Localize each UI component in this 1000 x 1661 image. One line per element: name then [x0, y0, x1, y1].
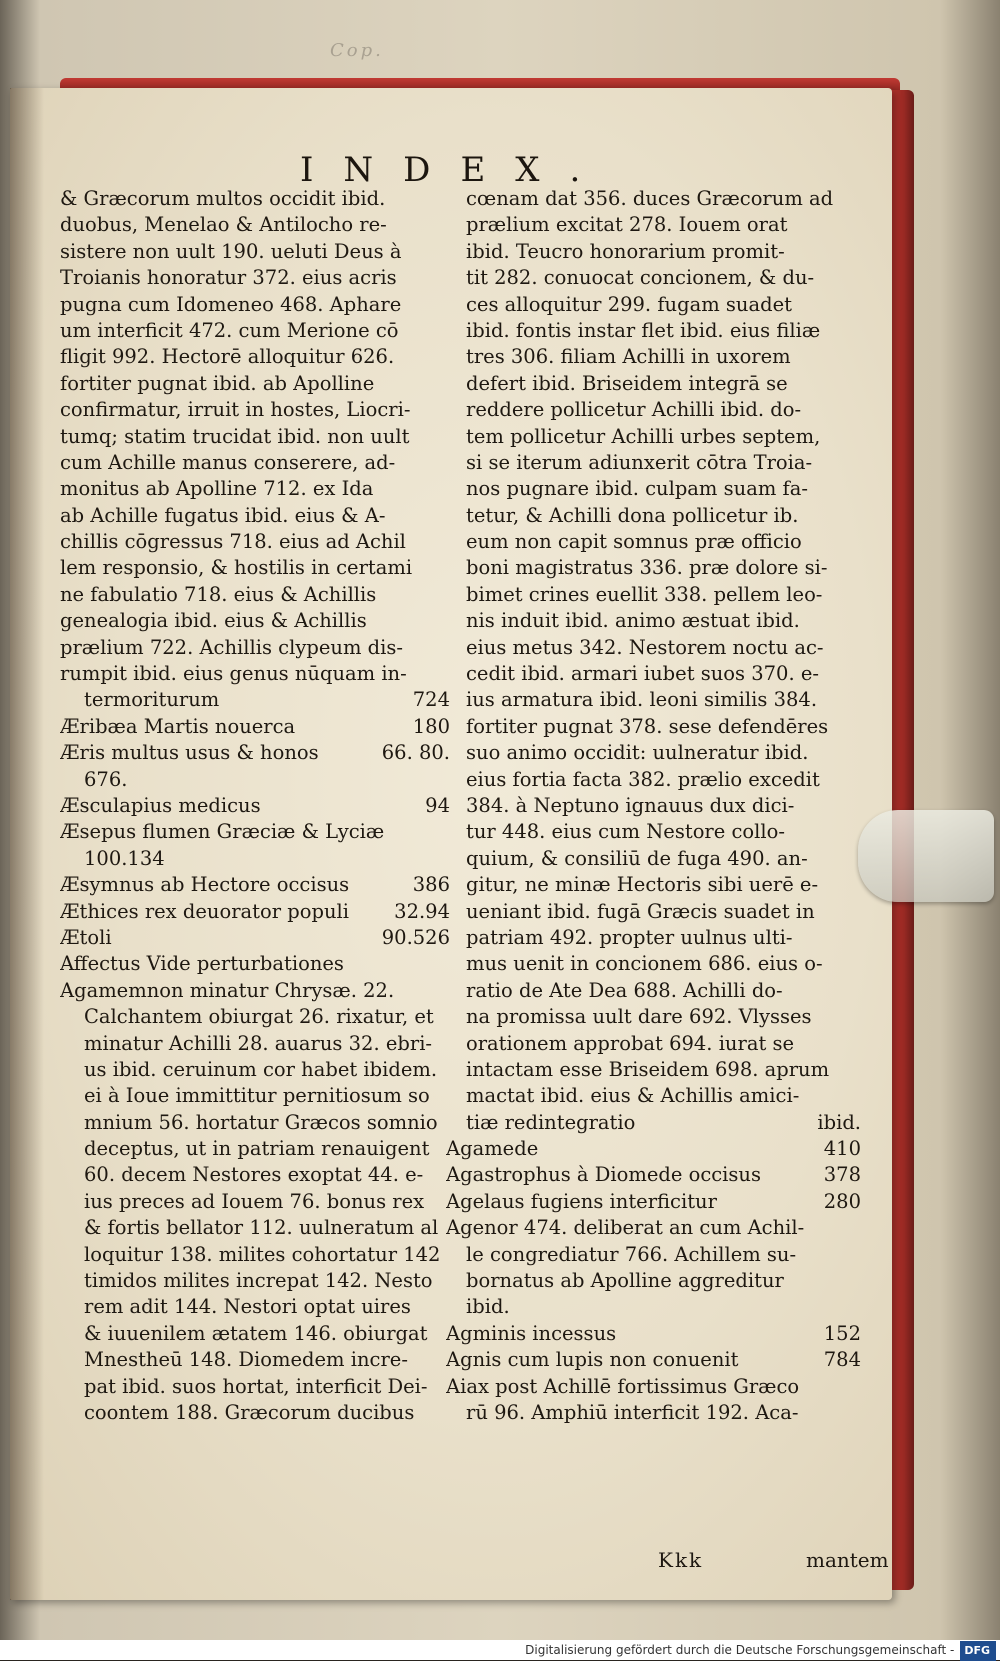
- index-line: [446, 1374, 861, 1400]
- index-line: [466, 397, 861, 423]
- index-line: [446, 1215, 861, 1241]
- index-line-text: coontem 188. Græcorum ducibus: [84, 1400, 415, 1424]
- index-line-text: Affectus Vide perturbationes: [60, 952, 344, 976]
- index-line: [466, 1031, 861, 1057]
- index-line-text: le congrediatur 766. Achillem su-: [466, 1242, 797, 1266]
- index-line: [446, 1321, 861, 1347]
- index-line: [60, 978, 450, 1004]
- index-line-text: mnium 56. hortatur Græcos somnio: [84, 1110, 438, 1134]
- signature-mark: Kkk: [658, 1548, 704, 1572]
- index-line: [466, 767, 861, 793]
- index-line-text: Agminis incessus: [446, 1321, 617, 1345]
- index-line: [60, 344, 450, 370]
- index-line: [466, 582, 861, 608]
- index-line-text: 676.: [84, 767, 128, 791]
- index-line: [60, 1215, 450, 1241]
- index-line-text: 384. à Neptuno ignauus dux dici-: [466, 793, 795, 817]
- index-page-ref: 724: [412, 688, 450, 712]
- index-line: [60, 1110, 450, 1136]
- index-line-text: rem adit 144. Nestori optat uires: [84, 1295, 411, 1319]
- index-line-text: si se iterum adiunxerit cōtra Troia-: [466, 450, 813, 474]
- index-line: [466, 1242, 861, 1268]
- index-page-ref: 378: [823, 1163, 861, 1187]
- index-page-ref: 152: [823, 1321, 861, 1345]
- index-line: [60, 476, 450, 502]
- index-line: [60, 740, 450, 766]
- index-line-text: Agamede: [446, 1137, 539, 1161]
- index-line: [60, 1083, 450, 1109]
- index-line: [466, 608, 861, 634]
- index-line: [60, 1294, 450, 1320]
- index-line-text: tem pollicetur Achilli urbes septem,: [466, 424, 821, 448]
- index-line-text: um interficit 472. cum Merione cō: [60, 318, 399, 342]
- index-line: [60, 555, 450, 581]
- index-line: [60, 1400, 450, 1426]
- index-line: [60, 1057, 450, 1083]
- index-line: [466, 212, 861, 238]
- index-line-text: loquitur 138. milites cohortatur 142: [84, 1242, 441, 1266]
- index-line-text: timidos milites increpat 142. Nesto: [84, 1269, 433, 1293]
- index-line-text: chillis cōgressus 718. eius ad Achil: [60, 530, 406, 554]
- index-line: [466, 951, 861, 977]
- index-line-text: fortiter pugnat 378. sese defendēres: [466, 714, 829, 738]
- index-line-text: us ibid. ceruinum cor habet ibidem.: [84, 1057, 438, 1081]
- index-line: [466, 1004, 861, 1030]
- index-line: [60, 793, 450, 819]
- index-line-text: cum Achille manus conserere, ad-: [60, 450, 396, 474]
- index-line-text: bornatus ab Apolline aggreditur: [466, 1269, 784, 1293]
- index-line-text: patriam 492. propter uulnus ulti-: [466, 925, 793, 949]
- index-line: [466, 265, 861, 291]
- index-line-text: tit 282. conuocat concionem, & du-: [466, 266, 815, 290]
- index-line-text: rū 96. Amphiū interficit 192. Aca-: [466, 1400, 799, 1424]
- index-line-text: & fortis bellator 112. uulneratum al: [84, 1216, 439, 1240]
- index-line-text: lem responsio, & hostilis in certami: [60, 556, 413, 580]
- index-line: [60, 397, 450, 423]
- index-line: [60, 846, 450, 872]
- index-line-text: nis induit ibid. animo æstuat ibid.: [466, 609, 800, 633]
- dfg-credit-bar: [0, 1640, 1000, 1660]
- index-line: [466, 819, 861, 845]
- index-line-text: quium, & consiliū de fuga 490. an-: [466, 846, 808, 870]
- index-line-text: Æsculapius medicus: [60, 793, 261, 817]
- index-line: [466, 687, 861, 713]
- index-line: [60, 687, 450, 713]
- index-line: [60, 292, 450, 318]
- index-line: [60, 1162, 450, 1188]
- index-line-text: orationem approbat 694. iurat se: [466, 1031, 795, 1055]
- index-line-text: Ætoli: [60, 925, 112, 949]
- index-line: [60, 872, 450, 898]
- index-line-text: Troianis honoratur 372. eius acris: [60, 266, 397, 290]
- index-line-text: ibid. fontis instar flet ibid. eius filiæ: [466, 318, 821, 342]
- index-line: [466, 635, 861, 661]
- index-line: [60, 1004, 450, 1030]
- index-line-text: tiæ redintegratio: [466, 1110, 636, 1134]
- index-line-text: termoriturum: [84, 688, 220, 712]
- index-page-ref: 94: [425, 793, 450, 817]
- index-line-text: & iuuenilem ætatem 146. obiurgat: [84, 1321, 428, 1345]
- index-line: [60, 318, 450, 344]
- index-line-text: Æribæa Martis nouerca: [60, 714, 296, 738]
- index-line: [466, 424, 861, 450]
- index-page-ref: 280: [823, 1189, 861, 1213]
- index-line-text: reddere pollicetur Achilli ibid. do-: [466, 398, 802, 422]
- index-page-ref: ibid.: [817, 1110, 861, 1134]
- index-line: [466, 1110, 861, 1136]
- index-line-text: 60. decem Nestores exoptat 44. e-: [84, 1163, 424, 1187]
- index-line: [466, 450, 861, 476]
- index-line-text: Agamemnon minatur Chrysæ. 22.: [60, 978, 395, 1002]
- index-line: [466, 925, 861, 951]
- index-line-text: tetur, & Achilli dona pollicetur ib.: [466, 503, 799, 527]
- index-line-text: eum non capit somnus præ officio: [466, 530, 802, 554]
- catchword: mantem: [806, 1548, 889, 1572]
- index-line-text: Æthices rex deuorator populi: [60, 899, 349, 923]
- index-line-text: ius armatura ibid. leoni similis 384.: [466, 688, 818, 712]
- index-line-text: Agelaus fugiens interficitur: [446, 1189, 717, 1213]
- index-line-text: ratio de Ate Dea 688. Achilli do-: [466, 978, 783, 1002]
- index-line-text: Calchantem obiurgat 26. rixatur, et: [84, 1005, 434, 1029]
- gutter-shadow: [10, 88, 44, 1600]
- index-line-text: tumq; statim trucidat ibid. non uult: [60, 424, 410, 448]
- index-line: [466, 661, 861, 687]
- index-line-text: Æris multus usus & honos: [60, 741, 319, 765]
- index-line: [60, 371, 450, 397]
- index-line: [466, 872, 861, 898]
- index-line-text: rumpit ibid. eius genus nūquam in-: [60, 662, 407, 686]
- index-line-text: sistere non uult 190. ueluti Deus à: [60, 239, 402, 263]
- index-line: [60, 450, 450, 476]
- index-line-text: mus uenit in concionem 686. eius o-: [466, 952, 823, 976]
- index-line-text: ces alloquitur 299. fugam suadet: [466, 292, 792, 316]
- index-line: [60, 1347, 450, 1373]
- index-line: [60, 714, 450, 740]
- index-line-text: prælium excitat 278. Iouem orat: [466, 213, 788, 237]
- index-line-text: boni magistratus 336. præ dolore si-: [466, 556, 828, 580]
- index-line: [466, 846, 861, 872]
- index-line: [60, 582, 450, 608]
- index-line: [466, 476, 861, 502]
- index-line: [60, 424, 450, 450]
- index-line: [466, 1400, 861, 1426]
- index-line-text: Mnestheū 148. Diomedem incre-: [84, 1348, 408, 1372]
- index-line-text: pat ibid. suos hortat, interficit Dei-: [84, 1374, 428, 1398]
- index-page-ref: 180: [412, 714, 450, 738]
- index-line-text: genealogia ibid. eius & Achillis: [60, 609, 367, 633]
- index-line-text: eius metus 342. Nestorem noctu ac-: [466, 635, 824, 659]
- page-heading: INDEX.: [300, 150, 611, 190]
- index-line-text: fortiter pugnat ibid. ab Apolline: [60, 371, 375, 395]
- index-line: [466, 318, 861, 344]
- index-line: [466, 344, 861, 370]
- index-page-ref: 66. 80.: [381, 741, 450, 765]
- index-line-text: cedit ibid. armari iubet suos 370. e-: [466, 662, 819, 686]
- index-line-text: ne fabulatio 718. eius & Achillis: [60, 582, 377, 606]
- index-line: [446, 1347, 861, 1373]
- index-line: [60, 1189, 450, 1215]
- index-line: [60, 1374, 450, 1400]
- index-line-text: tur 448. eius cum Nestore collo-: [466, 820, 785, 844]
- index-line-text: minatur Achilli 28. auarus 32. ebri-: [84, 1031, 433, 1055]
- index-line: [466, 503, 861, 529]
- index-line: [466, 292, 861, 318]
- index-line-text: nos pugnare ibid. culpam suam fa-: [466, 477, 808, 501]
- index-line: [60, 265, 450, 291]
- index-line-text: mactat ibid. eius & Achillis amici-: [466, 1084, 800, 1108]
- index-line-text: ueniant ibid. fugā Græcis suadet in: [466, 899, 815, 923]
- index-line: [446, 1189, 861, 1215]
- index-line: [466, 1268, 861, 1294]
- index-line-text: na promissa uult dare 692. Vlysses: [466, 1005, 812, 1029]
- index-line: [60, 1242, 450, 1268]
- index-line: [446, 1162, 861, 1188]
- index-line-text: fligit 992. Hectorē alloquitur 626.: [60, 345, 395, 369]
- page-footer: [60, 1548, 889, 1578]
- index-line: [60, 661, 450, 687]
- index-line-text: defert ibid. Briseidem integrā se: [466, 371, 788, 395]
- index-line: [60, 819, 450, 845]
- index-line: [466, 978, 861, 1004]
- index-page-ref: 784: [823, 1348, 861, 1372]
- index-line: [60, 503, 450, 529]
- index-line: [60, 767, 450, 793]
- index-line-text: confirmatur, irruit in hostes, Liocri-: [60, 398, 411, 422]
- index-line: [60, 1031, 450, 1057]
- index-line: [60, 899, 450, 925]
- index-line: [60, 635, 450, 661]
- index-line: [466, 186, 861, 212]
- index-line: [466, 371, 861, 397]
- index-line: [466, 529, 861, 555]
- index-line: [466, 239, 861, 265]
- index-line-text: duobus, Menelao & Antilocho re-: [60, 213, 387, 237]
- index-line: [60, 1136, 450, 1162]
- index-line: [60, 608, 450, 634]
- index-page-ref: 32.94: [394, 899, 450, 923]
- index-line-text: Æsymnus ab Hectore occisus: [60, 873, 350, 897]
- index-line: [466, 1083, 861, 1109]
- index-line-text: & Græcorum multos occidit ibid.: [60, 187, 386, 210]
- index-line-text: monitus ab Apolline 712. ex Ida: [60, 477, 374, 501]
- index-line-text: prælium 722. Achillis clypeum dis-: [60, 635, 403, 659]
- index-line-text: ab Achille fugatus ibid. eius & A-: [60, 503, 386, 527]
- index-line-text: tres 306. filiam Achilli in uxorem: [466, 345, 791, 369]
- index-page-ref: 410: [823, 1137, 861, 1161]
- index-line: [60, 1268, 450, 1294]
- index-line: [466, 793, 861, 819]
- index-line: [466, 714, 861, 740]
- index-line-text: ibid. Teucro honorarium promit-: [466, 239, 785, 263]
- index-line-text: ius preces ad Iouem 76. bonus rex: [84, 1189, 425, 1213]
- index-line-text: Agastrophus à Diomede occisus: [446, 1163, 761, 1187]
- index-line-text: ibid.: [466, 1295, 510, 1319]
- index-line-text: suo animo occidit: uulneratur ibid.: [466, 741, 809, 765]
- index-line-text: eius fortia facta 382. prælio excedit: [466, 767, 820, 791]
- page-clip: [858, 810, 994, 902]
- index-line: [466, 899, 861, 925]
- index-column-right: [446, 186, 861, 1426]
- index-line-text: Agenor 474. deliberat an cum Achil-: [446, 1216, 805, 1240]
- index-line: [60, 529, 450, 555]
- index-line-text: Aiax post Achillē fortissimus Græco: [446, 1374, 800, 1398]
- index-page-ref: 386: [412, 873, 450, 897]
- index-line: [60, 239, 450, 265]
- cover-handwriting: Cop.: [330, 40, 384, 61]
- index-line: [60, 186, 450, 212]
- index-line-text: Æsepus flumen Græciæ & Lyciæ: [60, 820, 385, 844]
- index-line: [466, 1294, 861, 1320]
- index-line-text: 100.134: [84, 846, 165, 870]
- index-line-text: pugna cum Idomeneo 468. Aphare: [60, 292, 402, 316]
- index-line-text: cœnam dat 356. duces Græcorum ad: [466, 187, 834, 210]
- index-line: [60, 951, 450, 977]
- index-page-ref: 90.526: [381, 925, 450, 949]
- index-line: [446, 1136, 861, 1162]
- index-line: [60, 1321, 450, 1347]
- index-line: [466, 740, 861, 766]
- index-line-text: ei à Ioue immittitur pernitiosum so: [84, 1084, 430, 1108]
- index-line-text: gitur, ne minæ Hectoris sibi uerē e-: [466, 873, 819, 897]
- index-line: [466, 1057, 861, 1083]
- index-line-text: intactam esse Briseidem 698. aprum: [466, 1057, 830, 1081]
- index-line: [60, 925, 450, 951]
- index-line-text: bimet crines euellit 338. pellem leo-: [466, 582, 823, 606]
- index-line: [60, 212, 450, 238]
- dfg-logo: DFG: [960, 1641, 996, 1661]
- dfg-credit-text: Digitalisierung gefördert durch die Deutsche Forschungsgemeinschaft -: [525, 1643, 955, 1657]
- index-line: [466, 555, 861, 581]
- index-column-left: [60, 186, 450, 1426]
- index-line-text: Agnis cum lupis non conuenit: [446, 1348, 739, 1372]
- index-line-text: deceptus, ut in patriam renauigent: [84, 1137, 430, 1161]
